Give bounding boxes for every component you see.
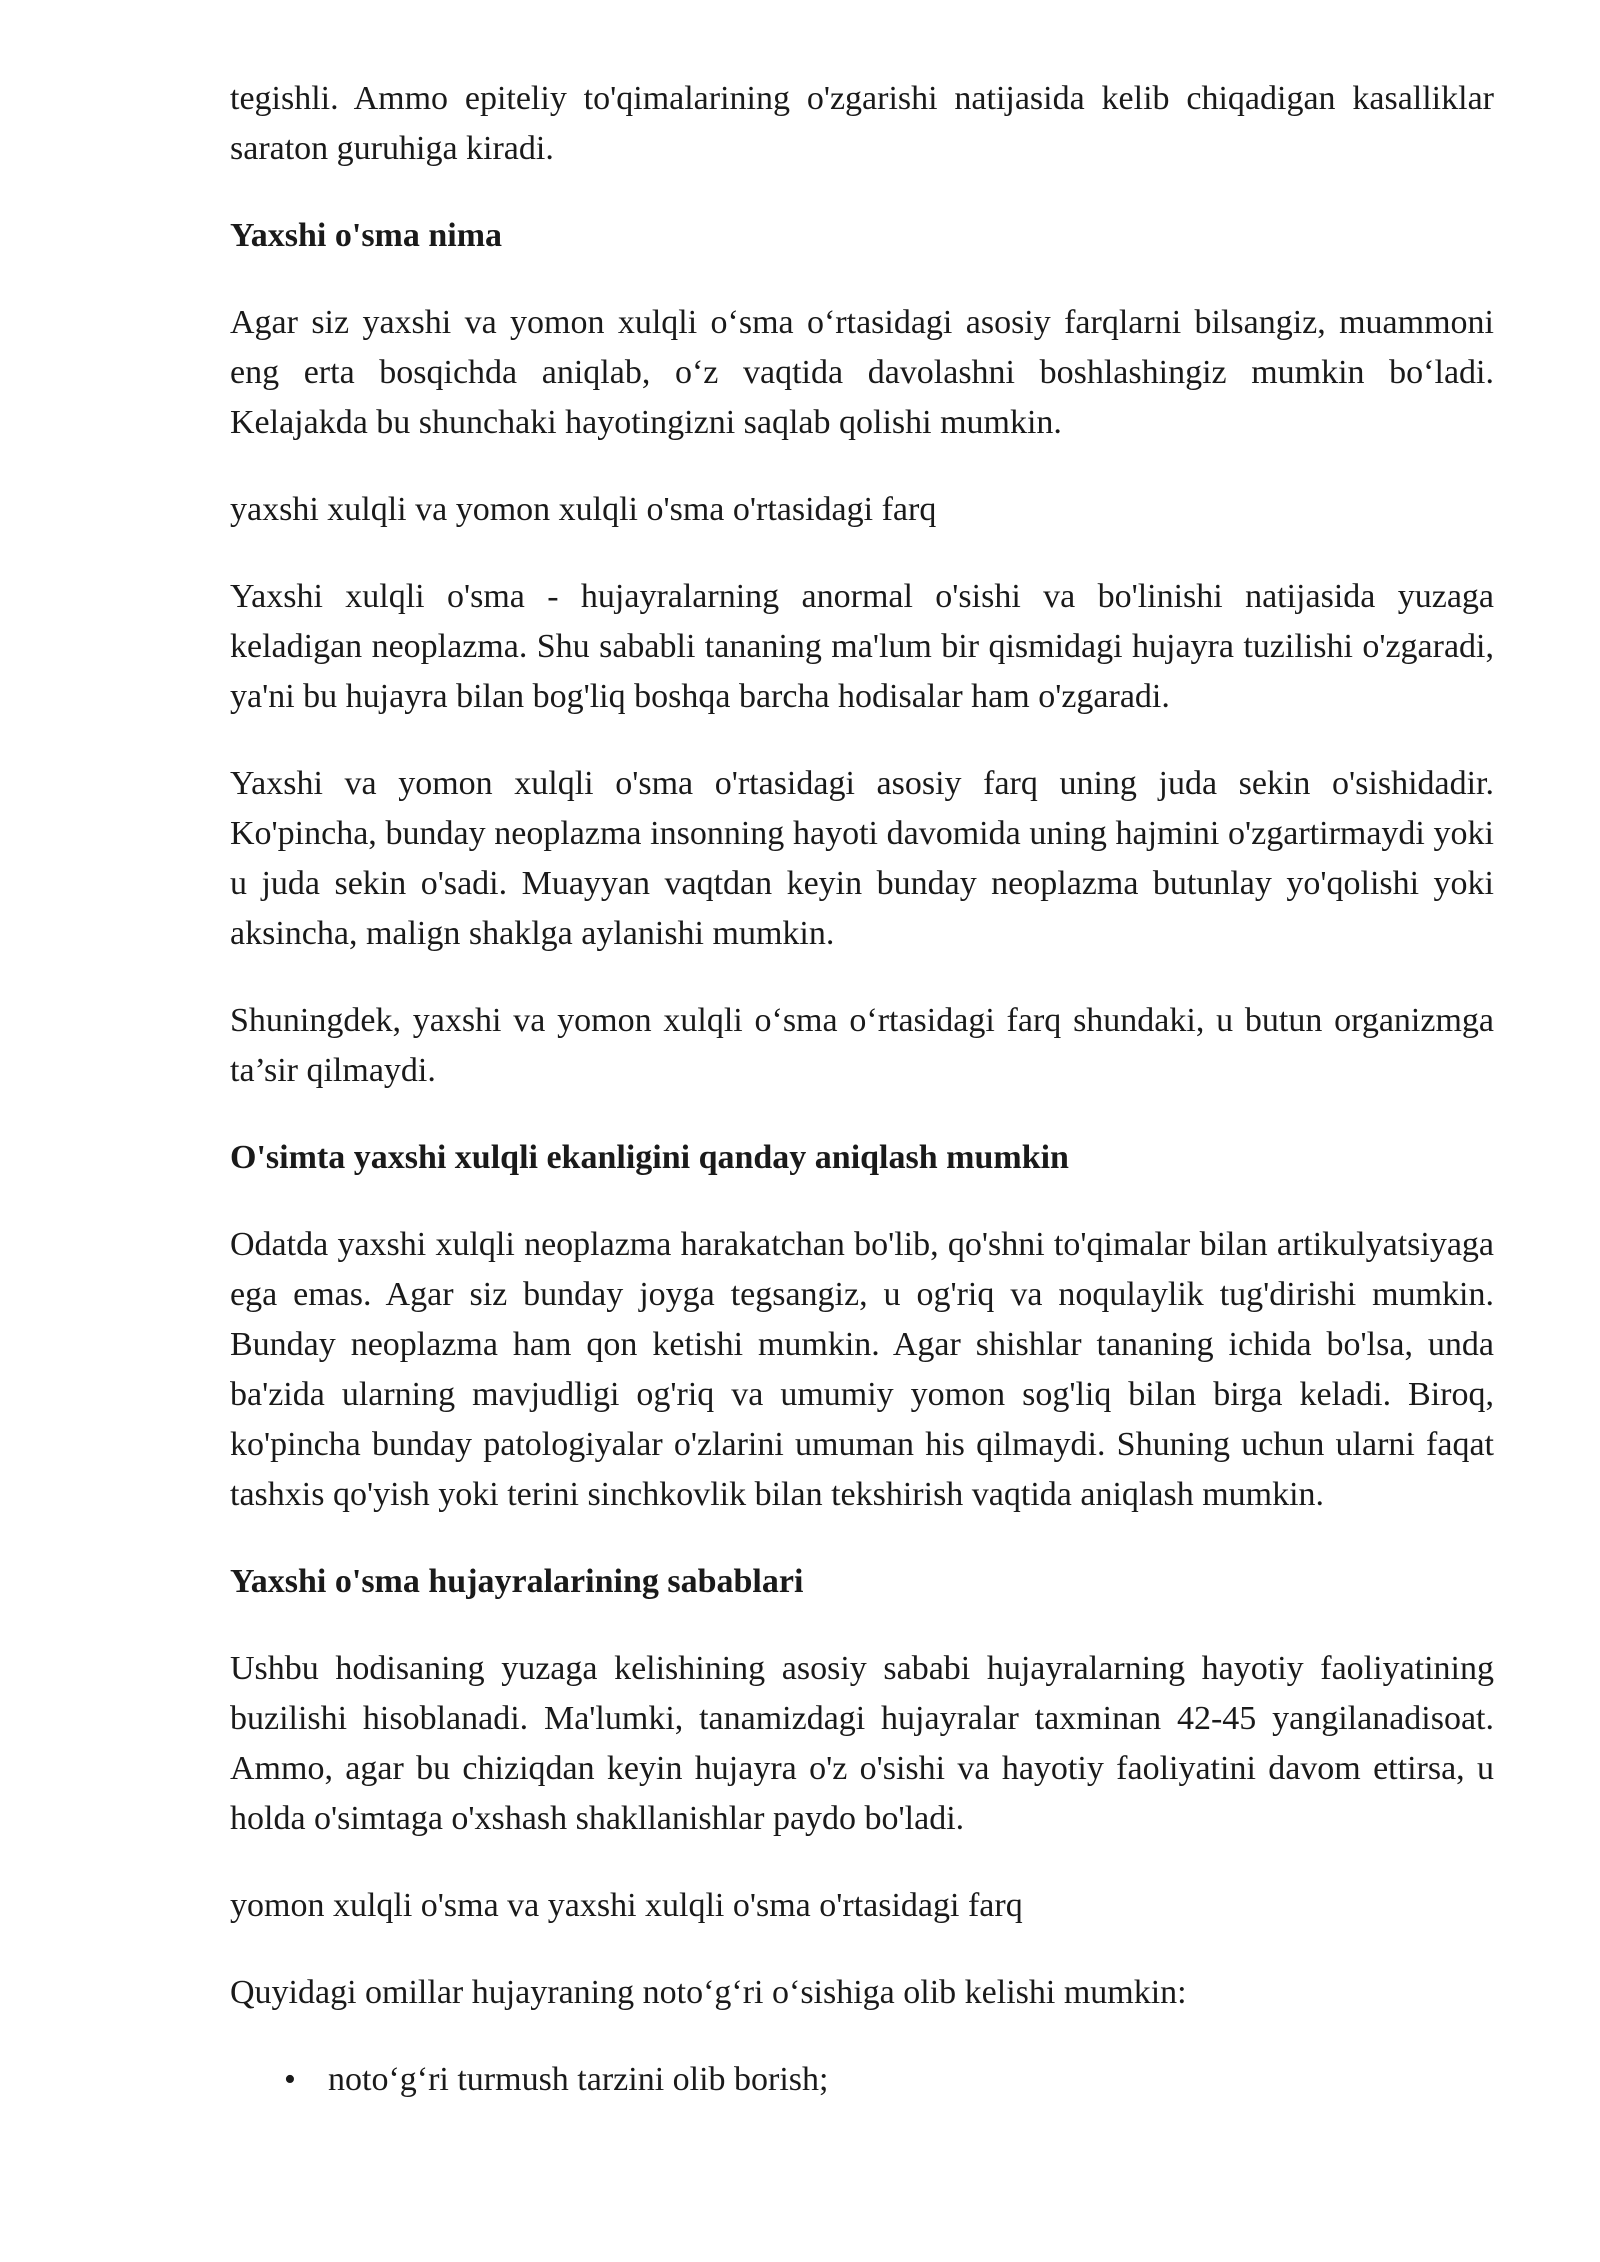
bullet-icon: • [284, 2061, 296, 2098]
factors-list [230, 2055, 1494, 2105]
heading-how-to-identify: O'simta yaxshi xulqli ekanligini qanday aniqlash mumkin [230, 1139, 1069, 1176]
list-item [230, 2055, 1494, 2105]
paragraph-continuation: tegishli. Ammo epiteliy to'qimalarining o'zgarishi natijasida kelib chiqadigan kasalliklar saraton guruhiga kiradi. [230, 80, 1494, 167]
paragraph-organism-effect: Shuningdek, yaxshi va yomon xulqli o‘sma o‘rtasidagi farq shundaki, u butun organizmga ta’sir qilmaydi. [230, 1002, 1494, 1089]
document-page [230, 74, 1494, 2105]
paragraph-definition: Yaxshi xulqli o'sma - hujayralarning anormal o'sishi va bo'linishi natijasida yuzaga keladigan neoplazma. Shu sababli tananing ma'lum bir qismidagi hujayra tuzilishi o'zgaradi, ya'ni bu hujayra bilan bog'liq boshqa barcha hodisalar ham o'zgaradi. [230, 578, 1494, 715]
paragraph-caption-difference-2: yomon xulqli o'sma va yaxshi xulqli o'sma o'rtasidagi farq [230, 1887, 1023, 1924]
paragraph-caption-difference: yaxshi xulqli va yomon xulqli o'sma o'rtasidagi farq [230, 491, 937, 528]
heading-what-is-benign-tumor: Yaxshi o'sma nima [230, 217, 503, 254]
list-item-text: noto‘g‘ri turmush tarzini olib borish; [328, 2061, 829, 2098]
paragraph-factors-intro: Quyidagi omillar hujayraning noto‘g‘ri o‘sishiga olib kelishi mumkin: [230, 1974, 1187, 2011]
paragraph-intro: Agar siz yaxshi va yomon xulqli o‘sma o‘rtasidagi asosiy farqlarni bilsangiz, muammoni eng erta bosqichda aniqlab, o‘z vaqtida davolashni boshlashingiz mumkin bo‘ladi. Kelajakda bu shunchaki hayotingizni saqlab qolishi mumkin. [230, 304, 1494, 441]
paragraph-causes: Ushbu hodisaning yuzaga kelishining asosiy sababi hujayralarning hayotiy faoliyatining buzilishi hisoblanadi. Ma'lumki, tanamizdagi hujayralar taxminan 42-45 yangilanadisoat. Ammo, agar bu chiziqdan keyin hujayra o'z o'sishi va hayotiy faoliyatini davom ettirsa, u holda o'simtaga o'xshash shakllanishlar paydo bo'ladi. [230, 1650, 1494, 1837]
paragraph-identification: Odatda yaxshi xulqli neoplazma harakatchan bo'lib, qo'shni to'qimalar bilan artikulyatsiyaga ega emas. Agar siz bunday joyga tegsangiz, u og'riq va noqulaylik tug'dirishi mumkin. Bunday neoplazma ham qon ketishi mumkin. Agar shishlar tananing ichida bo'lsa, unda ba'zida ularning mavjudligi og'riq va umumiy yomon sog'liq bilan birga keladi. Biroq, ko'pincha bunday patologiyalar o'zlarini umuman his qilmaydi. Shuning uchun ularni faqat tashxis qo'yish yoki terini sinchkovlik bilan tekshirish vaqtida aniqlash mumkin. [230, 1226, 1494, 1513]
heading-causes: Yaxshi o'sma hujayralarining sabablari [230, 1563, 804, 1600]
paragraph-main-difference: Yaxshi va yomon xulqli o'sma o'rtasidagi asosiy farq uning juda sekin o'sishidadir. Ko'pincha, bunday neoplazma insonning hayoti davomida uning hajmini o'zgartirmaydi yoki u juda sekin o'sadi. Muayyan vaqtdan keyin bunday neoplazma butunlay yo'qolishi yoki aksincha, malign shaklga aylanishi mumkin. [230, 765, 1494, 952]
